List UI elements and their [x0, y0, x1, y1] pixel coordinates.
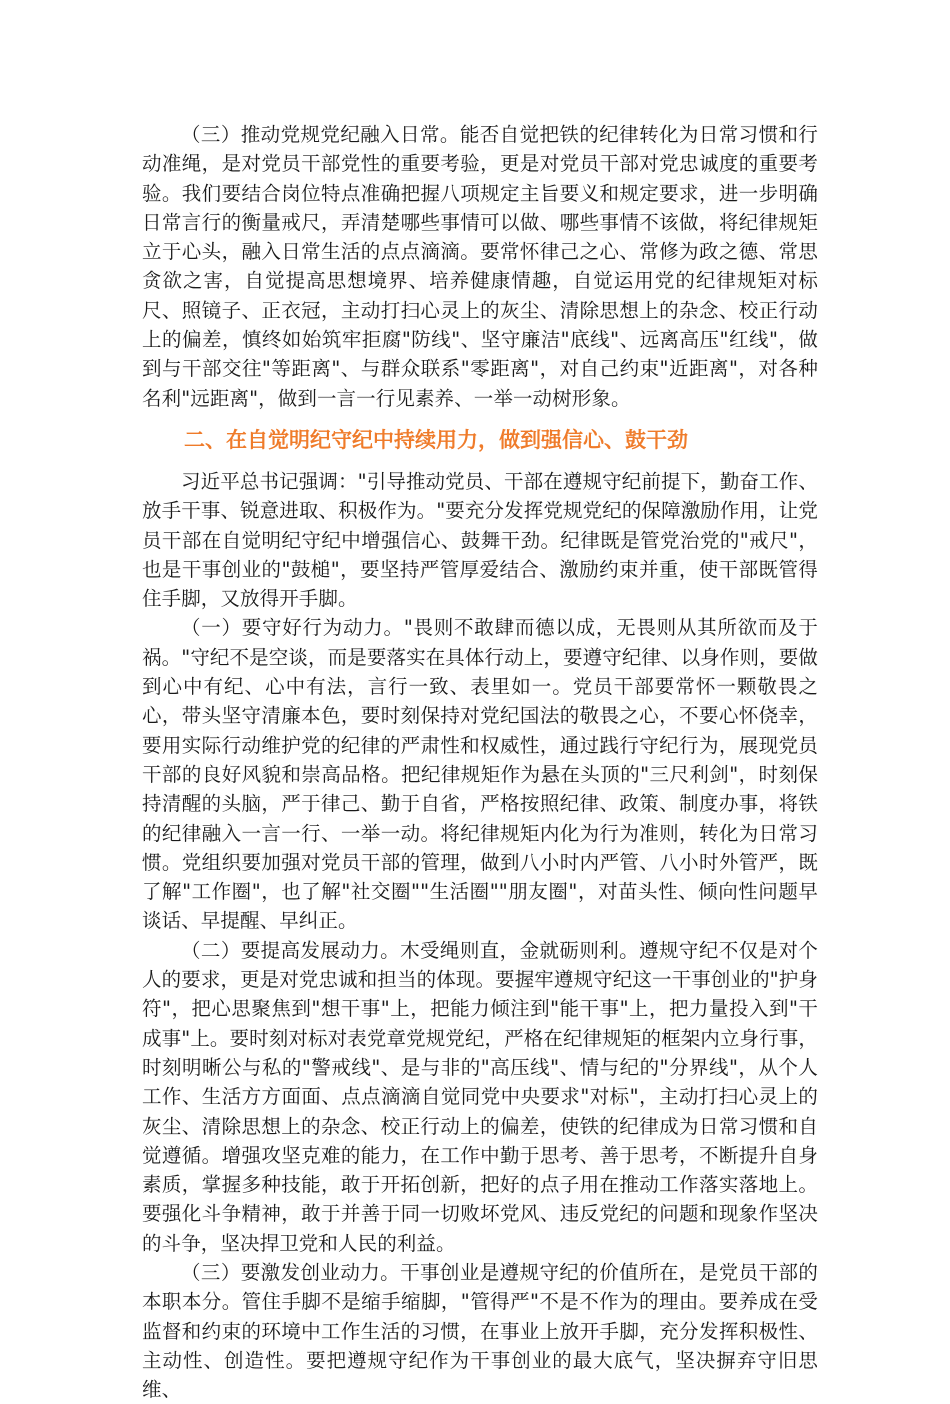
paragraph-xi-quote: 习近平总书记强调："引导推动党员、干部在遵规守纪前提下，勤奋工作、放手干事、锐意进取、积极作为。"要充分发挥党规党纪的保障激励作用，让党员干部在自觉明纪守纪中增强信心、鼓舞干劲。纪律既是管党治党的"戒尺"，也是干事创业的"鼓槌"，要坚持严管厚爱结合、激励约束并重，使干部既管得住手脚，又放得开手脚。 [142, 469, 818, 611]
paragraph-entrepreneurship-motivation: （三）要激发创业动力。干事创业是遵规守纪的价值所在，是党员干部的本职本分。管住手脚不是缩手缩脚，"管得严"不是不作为的理由。要养成在受监督和约束的环境中工作生活的习惯，在事业上放开手脚，充分发挥积极性、主动性、创造性。要把遵规守纪作为干事创业的最大底气，坚决摒弃守旧思维、 [142, 1260, 818, 1402]
document-page [142, 120, 818, 1404]
section-heading: 二、在自觉明纪守纪中持续用力，做到强信心、鼓干劲 [184, 427, 688, 452]
paragraph-integrate-discipline: （三）推动党规党纪融入日常。能否自觉把铁的纪律转化为日常习惯和行动准绳，是对党员干部党性的重要考验，更是对党员干部对党忠诚度的重要考验。我们要结合岗位特点准确把握八项规定主旨要义和规定要求，进一步明确日常言行的衡量戒尺，弄清楚哪些事情可以做、哪些事情不该做，将纪律规矩立于心头，融入日常生活的点点滴滴。要常怀律己之心、常修为政之德、常思贪欲之害，自觉提高思想境界、培养健康情趣，自觉运用党的纪律规矩对标尺、照镜子、正衣冠，主动打扫心灵上的灰尘、清除思想上的杂念、校正行动上的偏差，慎终如始筑牢拒腐"防线"、坚守廉洁"底线"、远离高压"红线"，做到与干部交往"等距离"、与群众联系"零距离"，对自己约束"近距离"，对各种名利"远距离"，做到一言一行见素养、一举一动树形象。 [142, 123, 818, 410]
paragraph-development-motivation: （二）要提高发展动力。木受绳则直，金就砺则利。遵规守纪不仅是对个人的要求，更是对党忠诚和担当的体现。要握牢遵规守纪这一干事创业的"护身符"，把心思聚焦到"想干事"上，把能力倾注到"能干事"上，把力量投入到"干成事"上。要时刻对标对表党章党规党纪，严格在纪律规矩的框架内立身行事，时刻明晰公与私的"警戒线"、是与非的"高压线"、情与纪的"分界线"，从个人工作、生活方方面面、点点滴滴自觉同党中央要求"对标"，主动打扫心灵上的灰尘、清除思想上的杂念、校正行动上的偏差，使铁的纪律成为日常习惯和自觉遵循。增强攻坚克难的能力，在工作中勤于思考、善于思考，不断提升自身素质，掌握多种技能，敢于开拓创新，把好的点子用在推动工作落实落地上。要强化斗争精神，敢于并善于同一切败坏党风、违反党纪的问题和现象作坚决的斗争，坚决捍卫党和人民的利益。 [142, 938, 818, 1255]
paragraph-behavior-motivation: （一）要守好行为动力。"畏则不敢肆而德以成，无畏则从其所欲而及于祸。"守纪不是空谈，而是要落实在具体行动上，要遵守纪律、以身作则，要做到心中有纪、心中有法，言行一致、表里如一。党员干部要常怀一颗敬畏之心，带头坚守清廉本色，要时刻保持对党纪国法的敬畏之心，不要心怀侥幸，要用实际行动维护党的纪律的严肃性和权威性，通过践行守纪行为，展现党员干部的良好风貌和崇高品格。把纪律规矩作为悬在头顶的"三尺利剑"，时刻保持清醒的头脑，严于律己、勤于自省，严格按照纪律、政策、制度办事，将铁的纪律融入一言一行、一举一动。将纪律规矩内化为行为准则，转化为日常习惯。党组织要加强对党员干部的管理，做到八小时内严管、八小时外管严，既了解"工作圈"，也了解"社交圈""生活圈""朋友圈"，对苗头性、倾向性问题早谈话、早提醒、早纠正。 [142, 616, 818, 933]
